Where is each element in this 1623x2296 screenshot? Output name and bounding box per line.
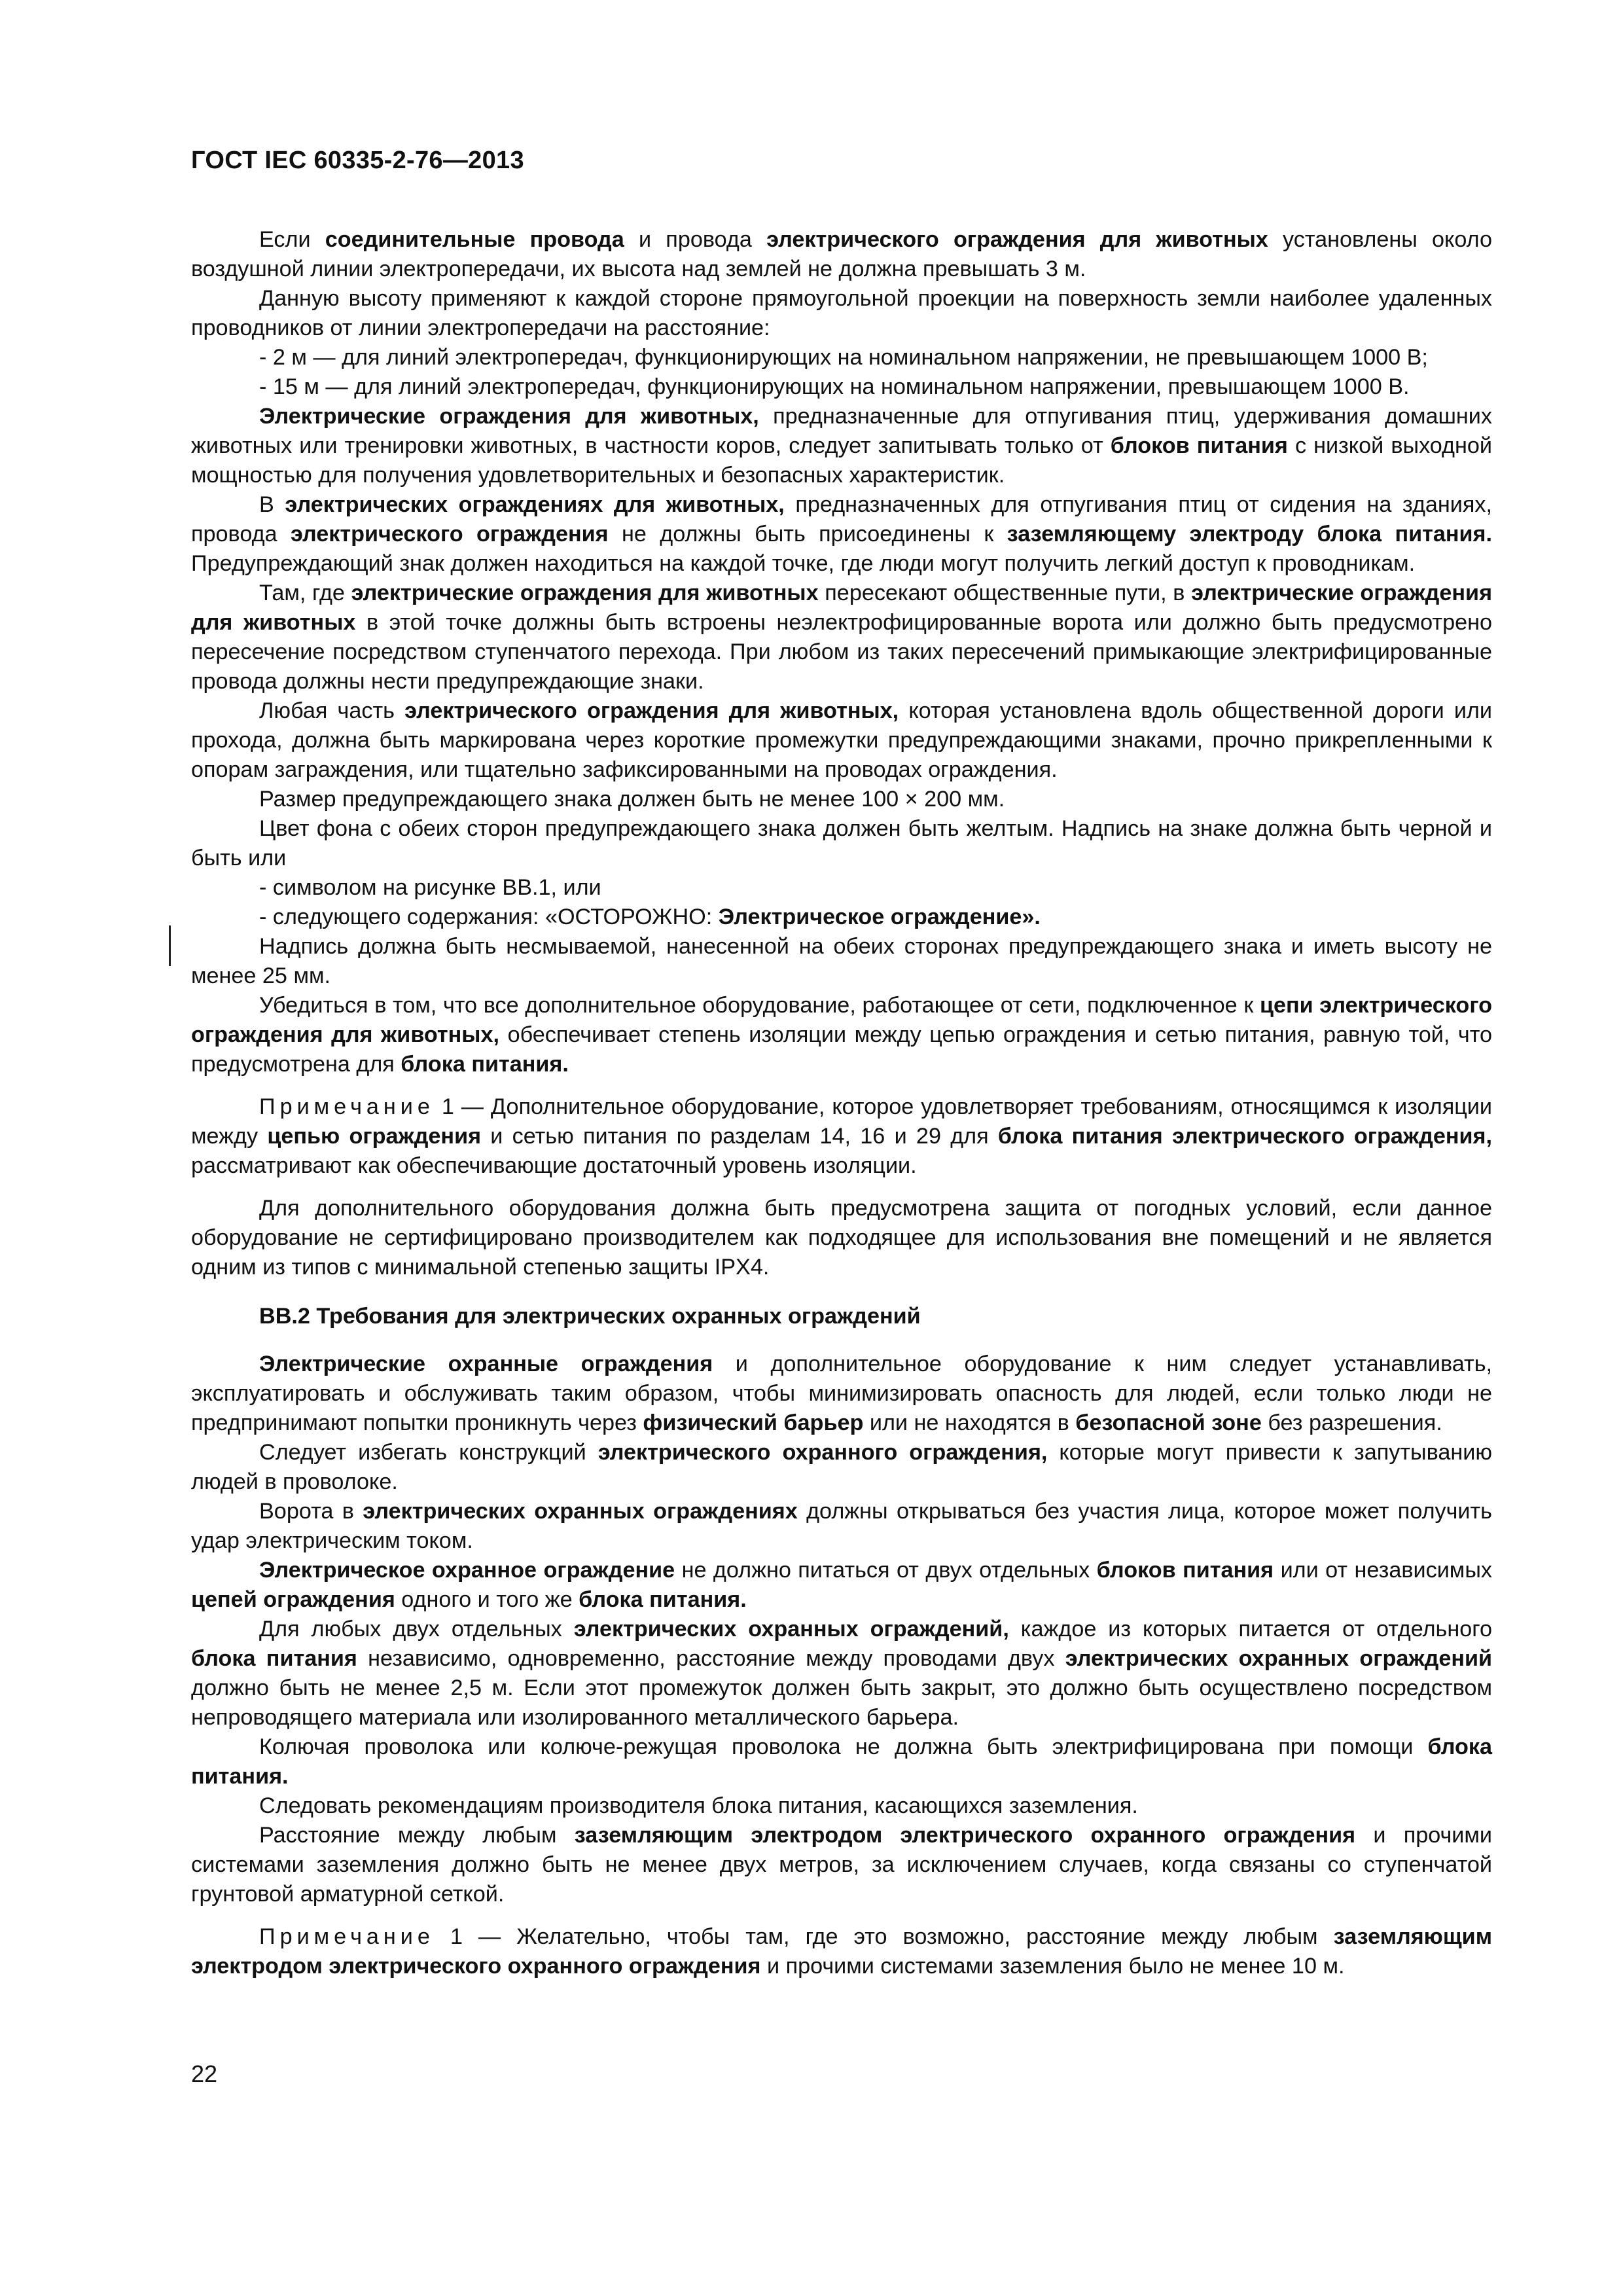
body-paragraph <box>191 1556 1492 1615</box>
defined-term: физический барьер <box>643 1410 864 1435</box>
defined-term: электрического ограждения для животных, <box>404 698 899 723</box>
text-run: Для дополнительного оборудования должна быть предусмотрена защита от погодных условий, если данное оборудование не сертифицировано производителем как подходящее для использования вне помещений и не является одним из типов с минимальной степенью защиты IPX4. <box>191 1196 1492 1280</box>
body-paragraph <box>191 1438 1492 1497</box>
note-label: Примечание <box>259 1924 435 1949</box>
defined-term: электрических ограждениях для животных, <box>285 492 785 517</box>
text-run: независимо, одновременно, расстояние между проводами двух <box>357 1646 1065 1671</box>
text-run: рассматривают как обеспечивающие достаточный уровень изоляции. <box>191 1153 917 1178</box>
text-run: Данную высоту применяют к каждой стороне прямоугольной проекции на поверхность земли наиболее удаленных проводников от линии электропередачи на расстояние: <box>191 286 1492 340</box>
text-run: или не находятся в <box>863 1410 1076 1435</box>
text-run: - символом на рисунке ВВ.1, или <box>259 875 601 900</box>
text-run: без разрешения. <box>1261 1410 1442 1435</box>
text-run: Расстояние между любым <box>259 1823 575 1848</box>
defined-term: безопасной зоне <box>1075 1410 1262 1435</box>
text-run: 1 — Дополнительное оборудование, которое удовлетворяет требованиям, относящимся к изоляции между <box>191 1094 1492 1149</box>
note-label: Примечание <box>259 1094 435 1119</box>
body-paragraph <box>191 932 1492 991</box>
text-run: Следовать рекомендациям производителя блока питания, касающихся заземления. <box>259 1793 1138 1818</box>
body-paragraph <box>191 1497 1492 1556</box>
defined-term: Электрическое ограждение». <box>718 905 1041 929</box>
text-run: Цвет фона с обеих сторон предупреждающего знака должен быть желтым. Надпись на знаке должна быть черной и быть или <box>191 816 1492 870</box>
defined-term: заземляющим электродом электрического охранного ограждения <box>191 1924 1492 1979</box>
text-run: в этой точке должны быть встроены неэлектрофицированные ворота или должно быть предусмотрено пересечение посредством ступенчатого перехода. При любом из таких пересечений примыкающие электрифицированные провода должны нести предупреждающие знаки. <box>191 610 1492 694</box>
text-run: Если <box>259 227 325 252</box>
text-run: Колючая проволока или колюче-режущая проволока не должна быть электрифицирована при помощи <box>259 1734 1428 1759</box>
defined-term: электрических охранных ограждений <box>1065 1646 1493 1671</box>
defined-term: Электрические охранные ограждения <box>259 1352 713 1376</box>
defined-term: электрических охранных ограждений, <box>573 1617 1009 1641</box>
text-run: обеспечивает степень изоляции между цепью ограждения и сетью питания, равную той, что предусмотрена для <box>191 1022 1492 1077</box>
defined-term: электрические ограждения для животных <box>351 581 819 605</box>
body-paragraph <box>191 225 1492 284</box>
defined-term: цепью ограждения <box>267 1124 482 1149</box>
body-paragraph <box>191 284 1492 343</box>
document-header: ГОСТ IEC 60335-2-76—2013 <box>191 147 524 174</box>
defined-term: блока питания. <box>191 1734 1492 1789</box>
body-paragraph <box>191 1615 1492 1732</box>
note-paragraph <box>191 1922 1492 1981</box>
body-paragraph <box>191 343 1492 372</box>
body-paragraph <box>191 991 1492 1079</box>
text-run: и провода <box>624 227 767 252</box>
text-run: и сетью питания по разделам 14, 16 и 29 для <box>481 1124 998 1149</box>
text-run: должно быть не менее 2,5 м. Если этот промежуток должен быть закрыт, это должно быть осуществлено посредством непроводящего материала или изолированного металлического барьера. <box>191 1676 1492 1730</box>
body-paragraph <box>191 1821 1492 1909</box>
defined-term: электрического ограждения <box>290 522 609 547</box>
text-run: - 2 м — для линий электропередач, функционирующих на номинальном напряжении, не превышающем 1000 В; <box>259 345 1428 370</box>
text-run: с низкой выходной мощностью для получения удовлетворительных и безопасных характеристик. <box>191 433 1492 488</box>
text-run: Предупреждающий знак должен находиться на каждой точке, где люди могут получить легкий доступ к проводникам. <box>191 551 1416 576</box>
body-paragraph <box>191 579 1492 696</box>
text-run: Там, где <box>259 581 351 605</box>
defined-term: заземляющим электродом электрического охранного ограждения <box>574 1823 1356 1848</box>
text-run: ВВ.2 Требования для электрических охранных ограждений <box>259 1304 921 1329</box>
text-run: Убедиться в том, что все дополнительное оборудование, работающее от сети, подключенное к <box>259 993 1260 1018</box>
body-paragraph <box>191 903 1492 932</box>
note-paragraph <box>191 1092 1492 1181</box>
text-run: которые могут привести к запутыванию людей в проволоке. <box>191 1440 1492 1494</box>
text-run: Надпись должна быть несмываемой, нанесенной на обеих сторонах предупреждающего знака и иметь высоту не менее 25 мм. <box>191 934 1492 988</box>
defined-term: блоков питания <box>1096 1558 1274 1583</box>
text-run: - 15 м — для линий электропередач, функционирующих на номинальном напряжении, превышающем 1000 В. <box>259 374 1410 399</box>
defined-term: цепей ограждения <box>191 1587 395 1612</box>
text-run: пересекают общественные пути, в <box>818 581 1192 605</box>
defined-term: электрического охранного ограждения, <box>597 1440 1048 1465</box>
body-paragraph <box>191 873 1492 903</box>
margin-change-bar <box>169 925 171 966</box>
text-run: или от независимых <box>1274 1558 1492 1583</box>
body-paragraph <box>191 814 1492 873</box>
body-paragraph <box>191 1350 1492 1438</box>
text-run: одного и того же <box>395 1587 579 1612</box>
text-run: которая установлена вдоль общественной дороги или прохода, должна быть маркирована через короткие промежутки предупреждающими знаками, прочно прикрепленными к опорам заграждения, или тщательно зафиксированными на проводах ограждения. <box>191 698 1492 782</box>
text-run: предназначенных для отпугивания птиц от сидения на зданиях, провода <box>191 492 1493 547</box>
text-run: и прочими системами заземления должно быть не менее двух метров, за исключением случаев, когда связаны со ступенчатой грунтовой арматурной сеткой. <box>191 1823 1492 1907</box>
body-paragraph <box>191 402 1492 490</box>
body-paragraph <box>191 1791 1492 1821</box>
defined-term: блока питания <box>191 1646 357 1671</box>
text-run: - следующего содержания: «ОСТОРОЖНО: <box>259 905 719 929</box>
defined-term: Электрическое охранное ограждение <box>259 1558 675 1583</box>
text-run: Любая часть <box>259 698 405 723</box>
text-run: и прочими системами заземления было не менее 10 м. <box>760 1954 1345 1979</box>
text-run: В <box>259 492 285 517</box>
defined-term: электрического ограждения для животных <box>766 227 1268 252</box>
defined-term: блока питания. <box>579 1587 747 1612</box>
text-run: установлены около воздушной линии электропередачи, их высота над землей не должна превышать 3 м. <box>191 227 1492 281</box>
section-heading <box>191 1302 1492 1331</box>
defined-term: заземляющему электроду блока питания. <box>1007 522 1493 547</box>
text-run: предназначенные для отпугивания птиц, удерживания домашних животных или тренировки животных, в частности коров, следует запитывать только от <box>191 404 1492 458</box>
text-run: должны открываться без участия лица, которое может получить удар электрическим током. <box>191 1499 1492 1553</box>
body-paragraph <box>191 490 1492 579</box>
defined-term: Электрические ограждения для животных, <box>259 404 759 429</box>
body-paragraph <box>191 372 1492 402</box>
body-paragraph <box>191 1194 1492 1282</box>
defined-term: соединительные провода <box>325 227 624 252</box>
defined-term: блоков питания <box>1110 433 1288 458</box>
text-run: и дополнительное оборудование к ним следует устанавливать, эксплуатировать и обслуживать таким образом, чтобы минимизировать опасность для людей, если только люди не предпринимают попытки проникнуть через <box>191 1352 1493 1435</box>
document-body <box>191 225 1492 1981</box>
text-run: Следует избегать конструкций <box>259 1440 598 1465</box>
text-run: не должно питаться от двух отдельных <box>675 1558 1097 1583</box>
defined-term: электрических охранных ограждениях <box>363 1499 798 1524</box>
body-paragraph <box>191 696 1492 785</box>
defined-term: блока питания. <box>401 1052 569 1077</box>
defined-term: электрические ограждения для животных <box>191 581 1493 635</box>
page-number: 22 <box>191 2060 218 2087</box>
text-run: 1 — Желательно, чтобы там, где это возможно, расстояние между любым <box>434 1924 1334 1949</box>
text-run: Ворота в <box>259 1499 363 1524</box>
body-paragraph <box>191 1732 1492 1791</box>
defined-term: блока питания электрического ограждения, <box>997 1124 1492 1149</box>
text-run: не должны быть присоединены к <box>608 522 1007 547</box>
defined-term: цепи электрического ограждения для животных, <box>191 993 1492 1047</box>
text-run: каждое из которых питается от отдельного <box>1008 1617 1492 1641</box>
text-run: Размер предупреждающего знака должен быть не менее 100 × 200 мм. <box>259 787 1005 812</box>
text-run: Для любых двух отдельных <box>259 1617 574 1641</box>
body-paragraph <box>191 785 1492 814</box>
